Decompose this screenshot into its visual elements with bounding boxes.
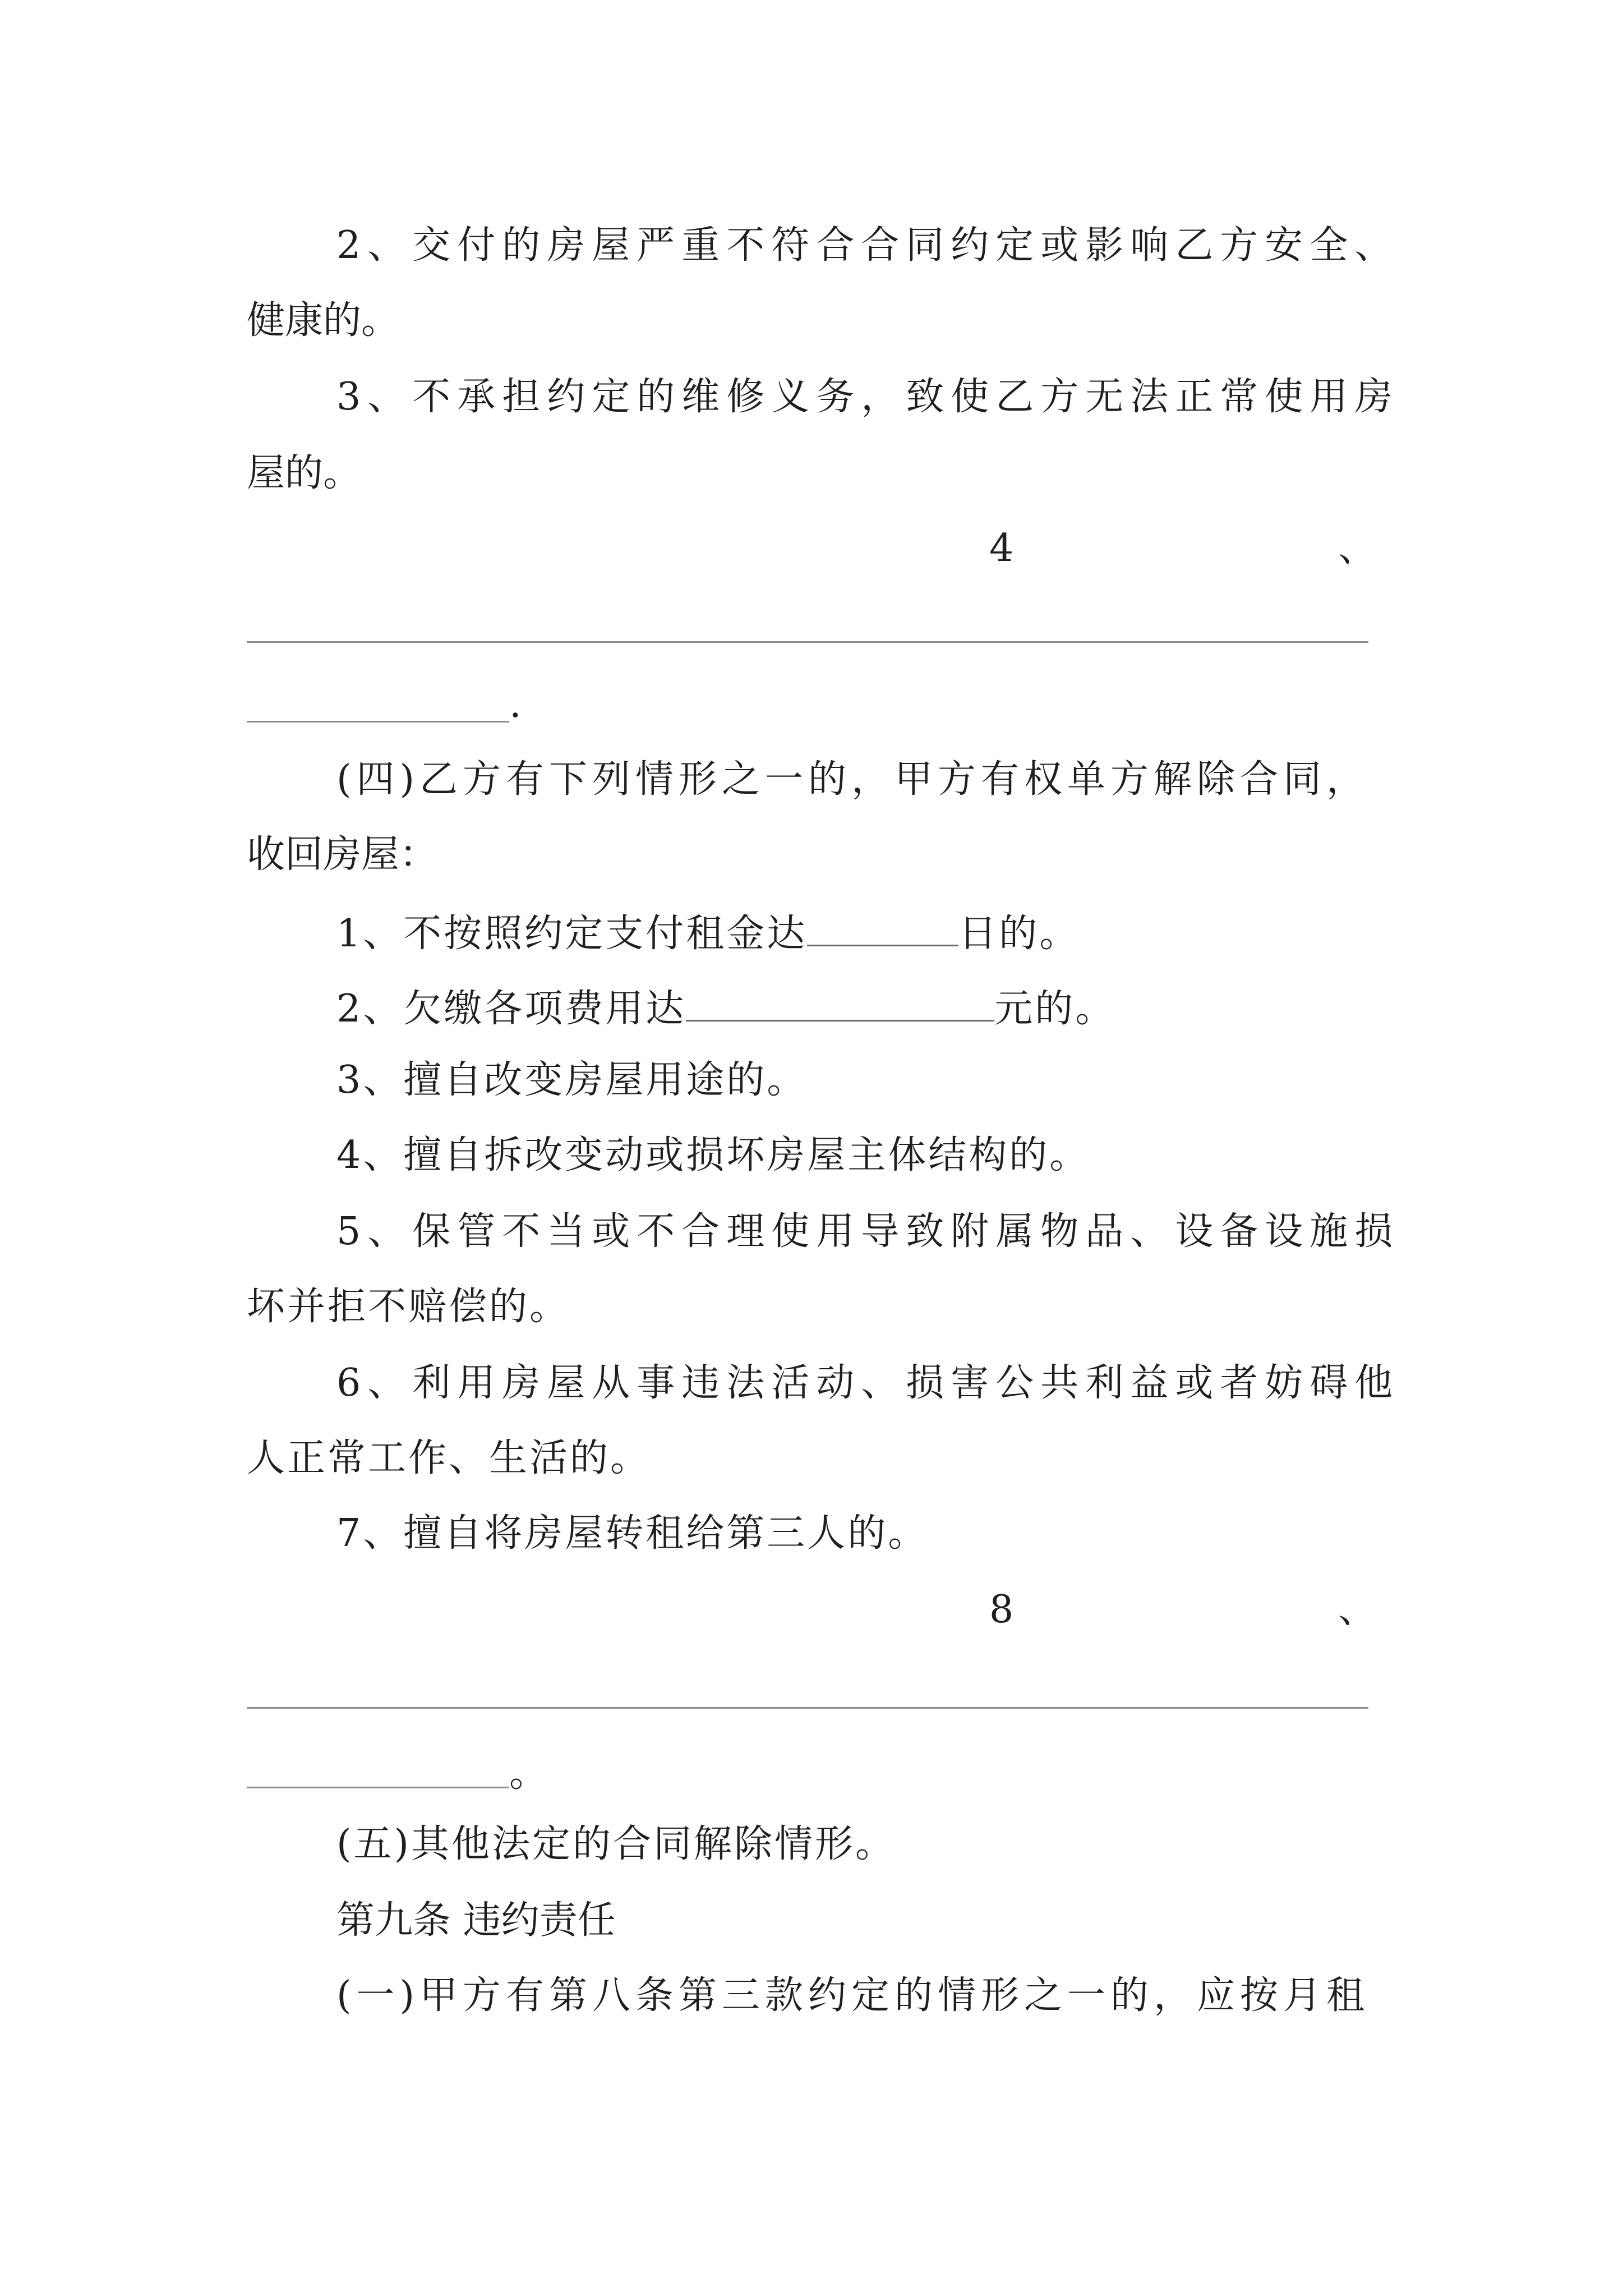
clause-item-6: 6、利用房屋从事违法活动、损害公共利益或者妨碍他 [336,1361,1400,1405]
clause-item-2b [336,986,1116,1031]
clause-item-3: 3、不承担约定的维修义务，致使乙方无法正常使用房 [336,375,1400,419]
clause-item-2b-text: 2、欠缴各项费用达 [336,987,686,1031]
section-four-continuation: 收回房屋： [247,832,438,877]
blank-line [247,641,1368,643]
blank-field-days [807,911,958,946]
article-nine-heading: 第九条 违约责任 [336,1898,616,1943]
clause-item-1-suffix: 日的。 [958,912,1080,956]
clause-item-5-continuation: 坏并拒不赔偿的。 [247,1285,570,1329]
clause-item-7: 7、擅自将房屋转租给第三人的。 [336,1511,929,1556]
clause-item-3b: 3、擅自改变房屋用途的。 [336,1058,808,1102]
clause-item-8-separator: 、 [1338,1588,1377,1632]
clause-item-4b: 4、擅自拆改变动或损坏房屋主体结构的。 [336,1133,1090,1177]
article-nine-clause-one: (一)甲方有第八条第三款约定的情形之一的，应按月租 [336,1973,1370,2018]
section-four-heading: (四)乙方有下列情形之一的，甲方有权单方解除合同， [336,757,1370,802]
clause-item-1-text: 1、不按照约定支付租金达 [336,912,808,956]
clause-item-8-number: 8 [989,1588,1014,1632]
blank-line-short [247,721,509,723]
section-five-heading: (五)其他法定的合同解除情形。 [336,1822,896,1866]
clause-item-4-number: 4 [989,526,1014,570]
clause-item-2-continuation: 健康的。 [247,298,400,343]
clause-item-2: 2、交付的房屋严重不符合合同约定或影响乙方安全、 [336,223,1400,268]
blank-field-amount [686,986,994,1022]
clause-item-6-continuation: 人正常工作、生活的。 [247,1436,651,1480]
clause-item-2b-suffix: 元的。 [994,987,1116,1031]
clause-item-4-separator: 、 [1338,526,1377,570]
clause-item-4-end-mark: . [509,682,522,726]
blank-line [247,1707,1368,1709]
clause-item-5: 5、保管不当或不合理使用导致附属物品、设备设施损 [336,1209,1400,1254]
clause-item-3-continuation: 屋的。 [247,451,362,495]
clause-item-8-end-mark: 。 [509,1751,548,1796]
clause-item-1 [336,911,1080,956]
blank-line-short [247,1787,509,1788]
